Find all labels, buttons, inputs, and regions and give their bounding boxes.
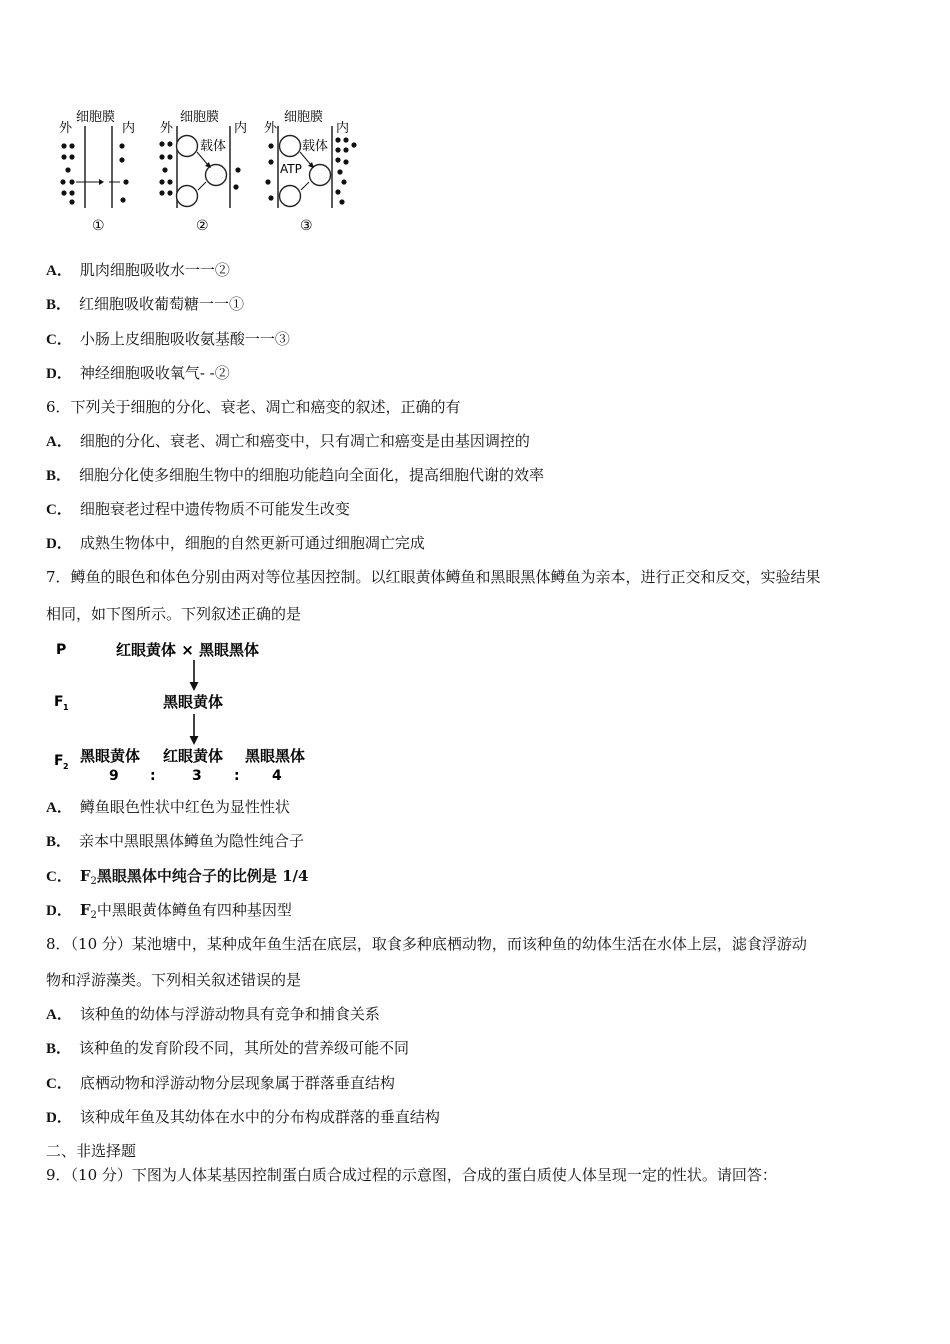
q5-option-a[interactable] bbox=[46, 260, 230, 281]
option-text: 亲本中黑眼黑体鳟鱼为隐性纯合子 bbox=[79, 832, 305, 850]
panel-1-inside-label: 内 bbox=[122, 121, 136, 136]
option-text: 小肠上皮细胞吸收氨基酸一一③ bbox=[79, 330, 290, 348]
option-letter: A． bbox=[46, 800, 72, 816]
option-letter: D． bbox=[46, 536, 72, 552]
option-letter: A． bbox=[46, 1007, 72, 1023]
option-text: 细胞的分化、衰老、凋亡和癌变中，只有凋亡和癌变是由基因调控的 bbox=[79, 432, 530, 450]
option-letter: B． bbox=[46, 1041, 72, 1057]
option-letter: A． bbox=[46, 434, 72, 450]
f2-phenotype-2: 红眼黄体 bbox=[163, 747, 224, 765]
option-text: 该种鱼的幼体与浮游动物具有竞争和捕食关系 bbox=[79, 1005, 380, 1023]
option-letter: C． bbox=[46, 869, 72, 885]
option-letter: D． bbox=[46, 366, 72, 382]
panel-1 bbox=[59, 110, 135, 234]
panel-3 bbox=[264, 110, 357, 234]
q7-option-d[interactable] bbox=[46, 900, 292, 926]
option-letter: D． bbox=[46, 1110, 72, 1126]
panel-3-outside-label: 外 bbox=[264, 121, 278, 136]
panel-2 bbox=[159, 110, 247, 234]
f1-label: F bbox=[54, 694, 64, 710]
option-f-sub: 2 bbox=[90, 876, 97, 887]
cross-diagram bbox=[46, 636, 318, 786]
panel-3-carrier-label: 载体 bbox=[302, 139, 329, 154]
option-text: 底栖动物和浮游动物分层现象属于群落垂直结构 bbox=[79, 1074, 395, 1092]
q8-option-d[interactable] bbox=[46, 1107, 440, 1128]
f1-text: 黑眼黄体 bbox=[163, 693, 224, 711]
parents-text: 红眼黄体 × 黑眼黑体 bbox=[116, 641, 260, 659]
option-letter: D． bbox=[46, 903, 72, 919]
q6-option-a[interactable] bbox=[46, 431, 530, 452]
q8-option-c[interactable] bbox=[46, 1073, 395, 1094]
p-label: P bbox=[56, 642, 67, 658]
panel-1-number: ① bbox=[92, 218, 105, 234]
q7-option-b[interactable] bbox=[46, 831, 304, 852]
option-f-label: F bbox=[79, 901, 91, 919]
option-letter: A． bbox=[46, 263, 72, 279]
ratio-9: 9 bbox=[109, 768, 119, 784]
option-text: 红细胞吸收葡萄糖一一① bbox=[79, 295, 245, 313]
q8-option-b[interactable] bbox=[46, 1038, 409, 1059]
option-letter: B． bbox=[46, 468, 72, 484]
panel-1-outside-label: 外 bbox=[59, 121, 73, 136]
ratio-colon-2: : bbox=[234, 768, 240, 784]
option-text: 鳟鱼眼色性状中红色为显性性状 bbox=[79, 798, 290, 816]
f2-label: F bbox=[54, 753, 64, 769]
q5-option-c[interactable] bbox=[46, 329, 290, 350]
option-text: 中黑眼黄体鳟鱼有四种基因型 bbox=[96, 901, 292, 919]
q8-stem-line1: 8．（10 分）某池塘中，某种成年鱼生活在底层，取食多种底栖动物，而该种鱼的幼体生活在水体上层，滤食浮游动 bbox=[46, 935, 807, 953]
panel-2-outside-label: 外 bbox=[160, 121, 174, 136]
q6-option-c[interactable] bbox=[46, 499, 350, 520]
panel-1-membrane-label: 细胞膜 bbox=[76, 110, 116, 125]
q6-stem: 6．下列关于细胞的分化、衰老、凋亡和癌变的叙述，正确的有 bbox=[46, 398, 461, 416]
q8-stem-line2: 物和浮游藻类。下列相关叙述错误的是 bbox=[46, 971, 302, 989]
f2-phenotype-3: 黑眼黑体 bbox=[245, 747, 306, 765]
q5-option-b[interactable] bbox=[46, 294, 244, 315]
panel-2-carrier-label: 载体 bbox=[200, 139, 227, 154]
panel-3-atp-label: ATP bbox=[280, 162, 302, 176]
panel-3-number: ③ bbox=[300, 218, 313, 234]
option-text: 该种鱼的发育阶段不同，其所处的营养级可能不同 bbox=[79, 1039, 410, 1057]
panel-2-number: ② bbox=[196, 218, 209, 234]
q9-stem: 9．（10 分）下图为人体某基因控制蛋白质合成过程的示意图，合成的蛋白质使人体呈现一定的性状。请回答： bbox=[46, 1166, 777, 1184]
q7-option-c[interactable] bbox=[46, 866, 308, 892]
f1-sub: 1 bbox=[63, 703, 69, 712]
option-letter: C． bbox=[46, 332, 72, 348]
q6-option-b[interactable] bbox=[46, 465, 544, 486]
q7-option-a[interactable] bbox=[46, 797, 290, 818]
ratio-colon-1: : bbox=[150, 768, 156, 784]
q7-stem-line1: 7．鳟鱼的眼色和体色分别由两对等位基因控制。以红眼黄体鳟鱼和黑眼黑体鳟鱼为亲本，进行正交和反交，实验结果 bbox=[46, 568, 821, 586]
panel-2-inside-label: 内 bbox=[234, 121, 248, 136]
f2-sub: 2 bbox=[63, 762, 69, 771]
option-text: 该种成年鱼及其幼体在水中的分布构成群落的垂直结构 bbox=[79, 1108, 440, 1126]
ratio-3: 3 bbox=[192, 768, 202, 784]
option-letter: C． bbox=[46, 1076, 72, 1092]
q8-option-a[interactable] bbox=[46, 1004, 380, 1025]
option-letter: C． bbox=[46, 502, 72, 518]
option-text: 成熟生物体中，细胞的自然更新可通过细胞凋亡完成 bbox=[79, 534, 425, 552]
option-text: 肌肉细胞吸收水一一② bbox=[79, 261, 230, 279]
option-f-sub: 2 bbox=[90, 910, 97, 921]
ratio-4: 4 bbox=[272, 768, 282, 784]
option-text: 细胞衰老过程中遗传物质不可能发生改变 bbox=[79, 500, 350, 518]
panel-2-membrane-label: 细胞膜 bbox=[180, 110, 220, 125]
option-f-label: F bbox=[79, 867, 91, 885]
option-text: 黑眼黑体中纯合子的比例是 1/4 bbox=[96, 867, 309, 885]
q5-option-d[interactable] bbox=[46, 363, 230, 384]
q7-stem-line2: 相同，如下图所示。下列叙述正确的是 bbox=[46, 605, 302, 623]
membrane-transport-figure bbox=[52, 104, 372, 238]
option-letter: B． bbox=[46, 834, 72, 850]
option-letter: B． bbox=[46, 297, 72, 313]
option-text: 细胞分化使多细胞生物中的细胞功能趋向全面化，提高细胞代谢的效率 bbox=[79, 466, 545, 484]
f2-phenotype-1: 黑眼黄体 bbox=[80, 747, 141, 765]
panel-3-inside-label: 内 bbox=[336, 121, 350, 136]
section-heading: 二、非选择题 bbox=[46, 1142, 137, 1160]
panel-3-membrane-label: 细胞膜 bbox=[284, 110, 324, 125]
q6-option-d[interactable] bbox=[46, 533, 425, 554]
option-text: 神经细胞吸收氧气- -② bbox=[79, 364, 230, 382]
